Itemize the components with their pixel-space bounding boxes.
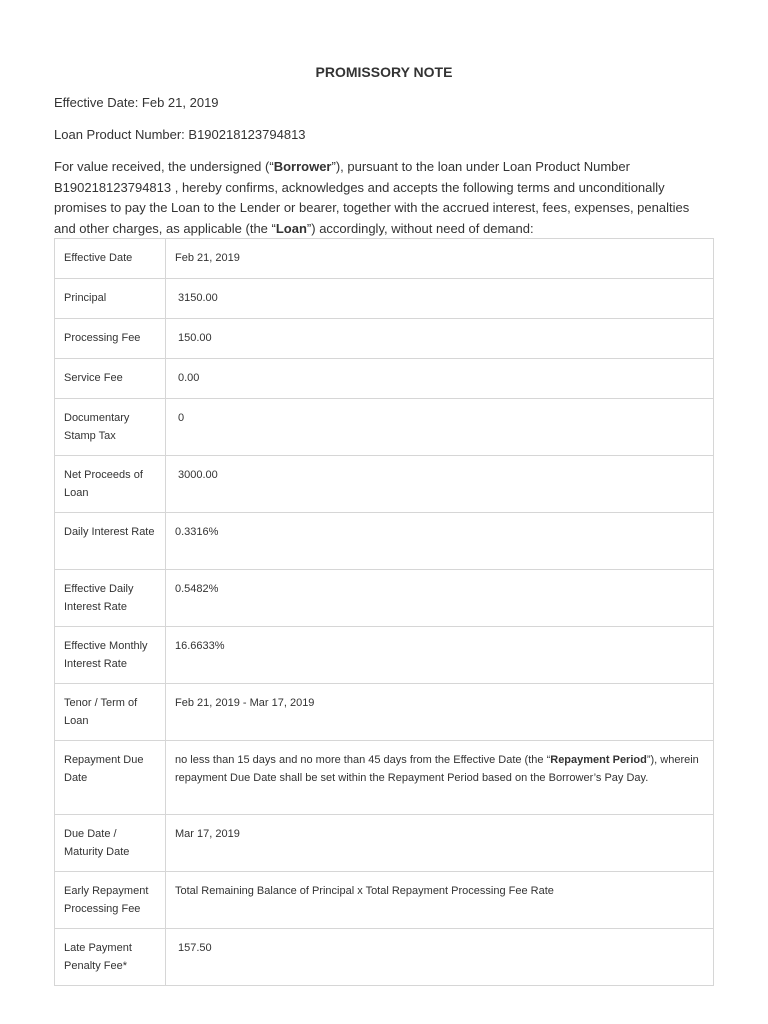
term-value-text: 150.00 xyxy=(178,332,212,344)
table-row xyxy=(55,359,714,399)
term-label: Late Payment Penalty Fee* xyxy=(55,929,166,986)
term-value-text: 3150.00 xyxy=(178,292,218,304)
term-value: 16.6633% xyxy=(166,627,714,684)
table-row xyxy=(55,279,714,319)
term-label: Net Proceeds of Loan xyxy=(55,456,166,513)
term-value: Total Remaining Balance of Principal x Total Repayment Processing Fee Rate xyxy=(166,872,714,929)
term-value-text: no less than 15 days and no more than 45 days from the Effective Date (the “ xyxy=(175,754,551,766)
term-value xyxy=(166,456,714,513)
repayment-period-term: Repayment Period xyxy=(550,754,647,766)
term-value: 0.5482% xyxy=(166,570,714,627)
table-row xyxy=(55,684,714,741)
loan-term: Loan xyxy=(275,220,307,236)
term-value xyxy=(166,359,714,399)
table-row xyxy=(55,570,714,627)
loan-product-number-line: Loan Product Number: B190218123794813 xyxy=(54,127,306,142)
intro-text-1: For value received, the undersigned (“ xyxy=(54,159,274,174)
effective-date-line: Effective Date: Feb 21, 2019 xyxy=(54,95,219,110)
term-label: Effective Date xyxy=(55,239,166,279)
table-row xyxy=(55,399,714,456)
term-value-text: 157.50 xyxy=(178,942,212,954)
table-row xyxy=(55,319,714,359)
term-label: Service Fee xyxy=(55,359,166,399)
intro-text-2: ”), pursuant to the loan under Loan Product Number B190218123794813 , hereby confirms, acknowledges and accepts the following terms and unconditionally promises to pay the Loan to the Lender or bearer, together with the accrued interest, fees, expenses, penalties and other charges, as applicable (the “ xyxy=(54,159,690,236)
term-label: Principal xyxy=(55,279,166,319)
term-label: Documentary Stamp Tax xyxy=(55,399,166,456)
loan-terms-table xyxy=(54,238,714,986)
term-value-text: 0.00 xyxy=(178,372,200,384)
term-label: Early Repayment Processing Fee xyxy=(55,872,166,929)
table-row xyxy=(55,513,714,570)
term-label: Repayment Due Date xyxy=(55,741,166,815)
table-row xyxy=(55,929,714,986)
term-value-text: 3000.00 xyxy=(178,469,218,481)
table-row xyxy=(55,815,714,872)
term-value xyxy=(166,399,714,456)
table-row xyxy=(55,456,714,513)
term-value-text: ”), wherein repayment Due Date shall be set within the Repayment Period based on the Borrower’s Pay Day. xyxy=(175,754,699,784)
document-title: PROMISSORY NOTE xyxy=(315,64,453,80)
term-label: Effective Monthly Interest Rate xyxy=(55,627,166,684)
term-value-text: 0 xyxy=(178,412,185,424)
term-label: Effective Daily Interest Rate xyxy=(55,570,166,627)
term-value xyxy=(166,279,714,319)
table-row xyxy=(55,239,714,279)
term-label: Processing Fee xyxy=(55,319,166,359)
table-row xyxy=(55,627,714,684)
borrower-term: Borrower xyxy=(273,159,332,174)
table-row xyxy=(55,741,714,815)
term-value: Mar 17, 2019 xyxy=(166,815,714,872)
term-value xyxy=(166,741,714,815)
term-value: Feb 21, 2019 - Mar 17, 2019 xyxy=(166,684,714,741)
intro-text-3: ”) accordingly, without need of demand: xyxy=(306,220,534,236)
table-row xyxy=(55,872,714,929)
term-value: Feb 21, 2019 xyxy=(166,239,714,279)
term-value xyxy=(166,929,714,986)
intro-paragraph xyxy=(54,157,714,239)
term-value xyxy=(166,319,714,359)
term-label: Due Date / Maturity Date xyxy=(55,815,166,872)
term-label: Daily Interest Rate xyxy=(55,513,166,570)
term-value: 0.3316% xyxy=(166,513,714,570)
term-label: Tenor / Term of Loan xyxy=(55,684,166,741)
